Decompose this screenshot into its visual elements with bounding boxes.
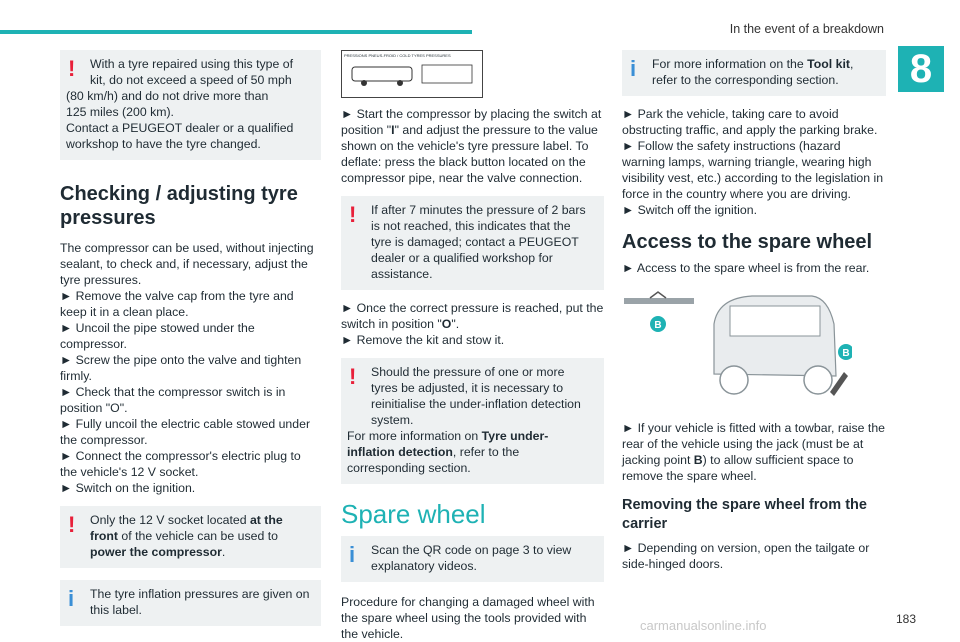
info-icon: i <box>349 542 356 567</box>
spare-wheel-illustration <box>622 284 852 412</box>
step-text: ► Switch on the ignition. <box>60 481 196 495</box>
heading-removing-spare-wheel: Removing the spare wheel from the carrier <box>622 497 867 532</box>
step-start-compressor: ► Start the compressor by placing the switch at position "I" and adjust the pressure to the value shown on the vehicle's tyre pressure label. To deflate: press the black button located on the compressor pipe, near the valve connection. <box>341 107 602 185</box>
warning-box-pressure: ! If after 7 minutes the pressure of 2 bars is not reached, this indicates that the tyre is damaged; contact a PEUGEOT dealer or a qualified workshop for assistance. <box>341 196 604 290</box>
warning-icon: ! <box>68 512 76 537</box>
column-3 <box>622 50 886 572</box>
jacking-point-b-marker: B <box>842 348 850 359</box>
tyre-pressure-label-image: PRESSIONS PNEUS-FROID / COLD TYRES PRESSURES <box>341 50 483 98</box>
warning-icon: ! <box>68 56 76 81</box>
page-number: 183 <box>895 612 916 626</box>
intro-text: The compressor can be used, without injecting sealant, to check and, if necessary, adjust the tyre pressures. <box>60 241 314 287</box>
step-text: ► Follow the safety instructions (hazard warning lamps, warning triangle, wearing high visibility vest, etc.) according to the legislation in force in the country where you are driving. <box>622 139 884 201</box>
warning-box-speed: ! With a tyre repaired using this type of kit, do not exceed a speed of 50 mph (80 km/h) and do not drive more than 125 miles (200 km). Contact a PEUGEOT dealer or a qualified workshop to have the tyre changed. <box>60 50 321 160</box>
watermark: carmanualsonline.info <box>640 618 767 633</box>
info-box-qr: i Scan the QR code on page 3 to view explanatory videos. <box>341 536 604 582</box>
step-text: ► Check that the compressor switch is in position "O". <box>60 385 286 415</box>
step-text: ► Switch off the ignition. <box>622 203 757 217</box>
info-box-tool-kit: i For more information on the Tool kit, refer to the corresponding section. <box>622 50 886 96</box>
step-text: ► Fully uncoil the electric cable stowed under the compressor. <box>60 417 311 447</box>
step-text: ► Remove the valve cap from the tyre and keep it in a clean place. <box>60 289 294 319</box>
jacking-point-b-marker: B <box>654 320 662 331</box>
warning-icon: ! <box>349 364 357 389</box>
info-icon: i <box>630 56 637 81</box>
top-accent-bar <box>0 30 472 34</box>
final-step-text: ► Depending on version, open the tailgate or side-hinged doors. <box>622 541 870 571</box>
step-text: ► Park the vehicle, taking care to avoid obstructing traffic, and apply the parking brake. <box>622 107 878 137</box>
warning-box-socket: ! Only the 12 V socket located at the front of the vehicle can be used to power the compressor. <box>60 506 321 568</box>
column-2 <box>341 50 604 642</box>
step-text: ► Connect the compressor's electric plug to the vehicle's 12 V socket. <box>60 449 301 479</box>
warning-box-reinitialise: ! Should the pressure of one or more tyres be adjusted, it is necessary to reinitialise the under-inflation detection system. For more information on Tyre under-inflation detection, refer to the corresponding section. <box>341 358 604 484</box>
heading-spare-wheel: Spare wheel <box>341 499 486 529</box>
vehicle-jack-icon <box>622 284 852 412</box>
warning-icon: ! <box>349 202 357 227</box>
section-header: In the event of a breakdown <box>729 22 884 36</box>
chapter-badge: 8 <box>898 46 944 92</box>
info-box-label: i The tyre inflation pressures are given on this label. <box>60 580 321 626</box>
towbar-text: ► If your vehicle is fitted with a towbar, raise the rear of the vehicle using the jack (must be at jacking point B) to allow sufficient space to remove the spare wheel. <box>622 421 886 483</box>
step-stow-kit: ► Remove the kit and stow it. <box>341 333 505 347</box>
access-text: ► Access to the spare wheel is from the rear. <box>622 261 870 275</box>
step-text: ► Screw the pipe onto the valve and tighten firmly. <box>60 353 302 383</box>
step-correct-pressure: ► Once the correct pressure is reached, put the switch in position "O". <box>341 301 604 331</box>
car-outline-icon <box>342 59 482 95</box>
step-text: ► Uncoil the pipe stowed under the compressor. <box>60 321 255 351</box>
heading-access-spare-wheel: Access to the spare wheel <box>622 231 873 253</box>
column-1 <box>60 50 321 626</box>
info-icon: i <box>68 586 75 611</box>
heading-tyre-pressures: Checking / adjusting tyre pressures <box>60 183 298 229</box>
procedure-text: Procedure for changing a damaged wheel with the spare wheel using the tools provided with the vehicle. <box>341 595 595 641</box>
